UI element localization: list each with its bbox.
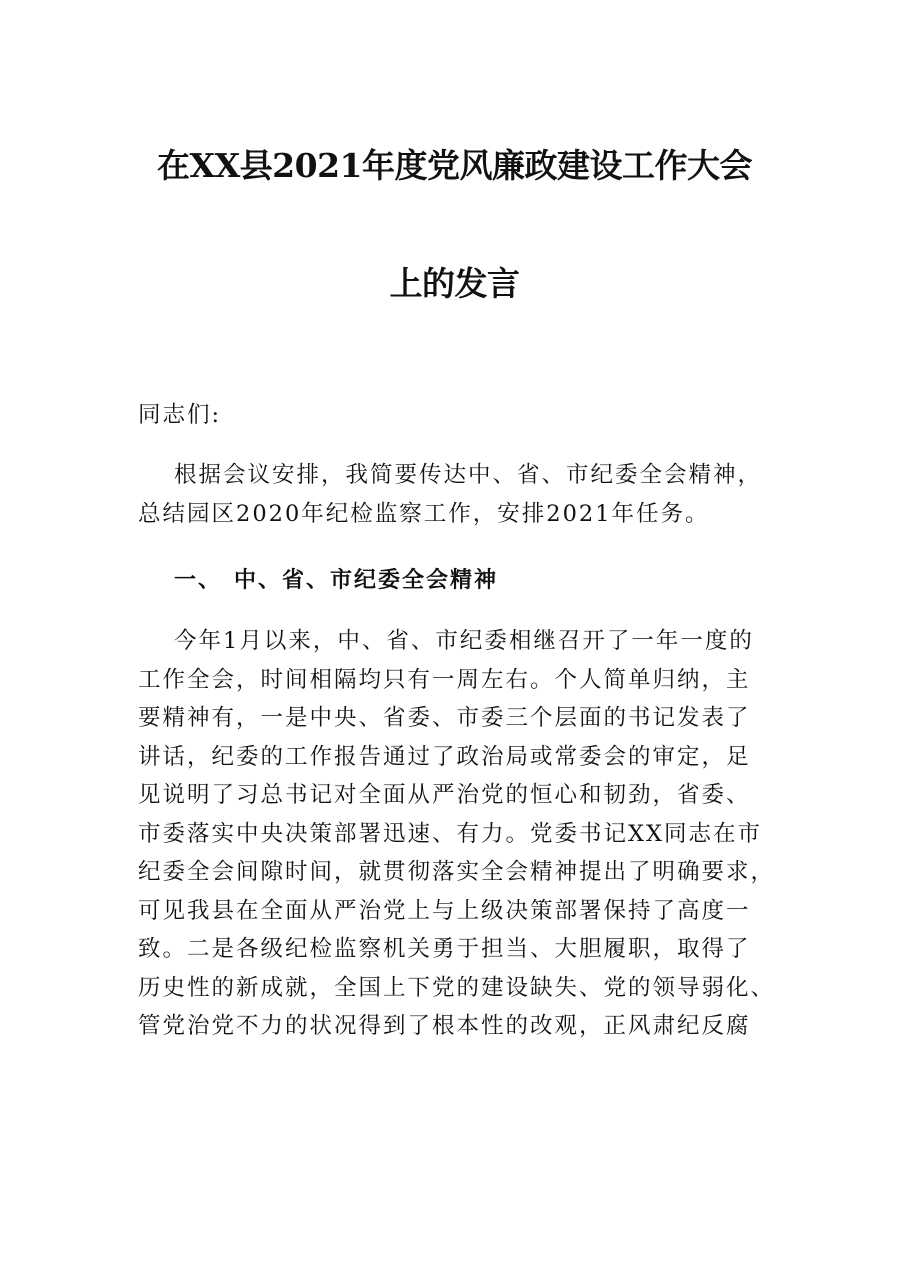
paragraph-line: 今年1月以来，中、省、市纪委相继召开了一年一度的 [174,628,754,654]
paragraph-line: 市委落实中央决策部署迅速、有力。党委书记XX同志在市 [138,820,763,847]
paragraph-line: 可见我县在全面从严治党上与上级决策部署保持了高度一 [138,897,751,924]
document-title-line-2: 上的发言 [389,264,520,303]
paragraph-section-1 [138,622,778,1046]
paragraph-line: 纪委全会间隙时间，就贯彻落实全会精神提出了明确要求， [138,859,776,885]
section-number: 一、 [174,568,223,593]
paragraph-line: 根据会议安排，我简要传达中、省、市纪委全会精神， [174,462,763,488]
paragraph-line: 讲话，纪委的工作报告通过了政治局或常委会的审定，足 [138,743,751,770]
paragraph-intro [138,456,778,533]
paragraph-line: 致。二是各级纪检监察机关勇于担当、大胆履职，取得了 [138,936,751,962]
paragraph-line: 管党治党不力的状况得到了根本性的改观，正风肃纪反腐 [138,1013,751,1039]
paragraph-line: 总结园区2020年纪检监察工作，安排2021年任务。 [138,500,710,527]
paragraph-line: 要精神有，一是中央、省委、市委三个层面的书记发表了 [138,705,751,731]
document-title-line-1: 在XX县2021年度党风廉政建设工作大会 [156,146,753,185]
paragraph-line: 历史性的新成就，全国上下党的建设缺失、党的领导弱化、 [138,974,776,1001]
section-title: 中、省、市纪委全会精神 [234,568,499,593]
salutation: 同志们: [138,402,222,428]
paragraph-line: 见说明了习总书记对全面从严治党的恒心和韧劲，省委、 [138,782,751,808]
section-heading [138,562,498,600]
paragraph-line: 工作全会，时间相隔均只有一周左右。个人简单归纳，主 [138,666,751,693]
